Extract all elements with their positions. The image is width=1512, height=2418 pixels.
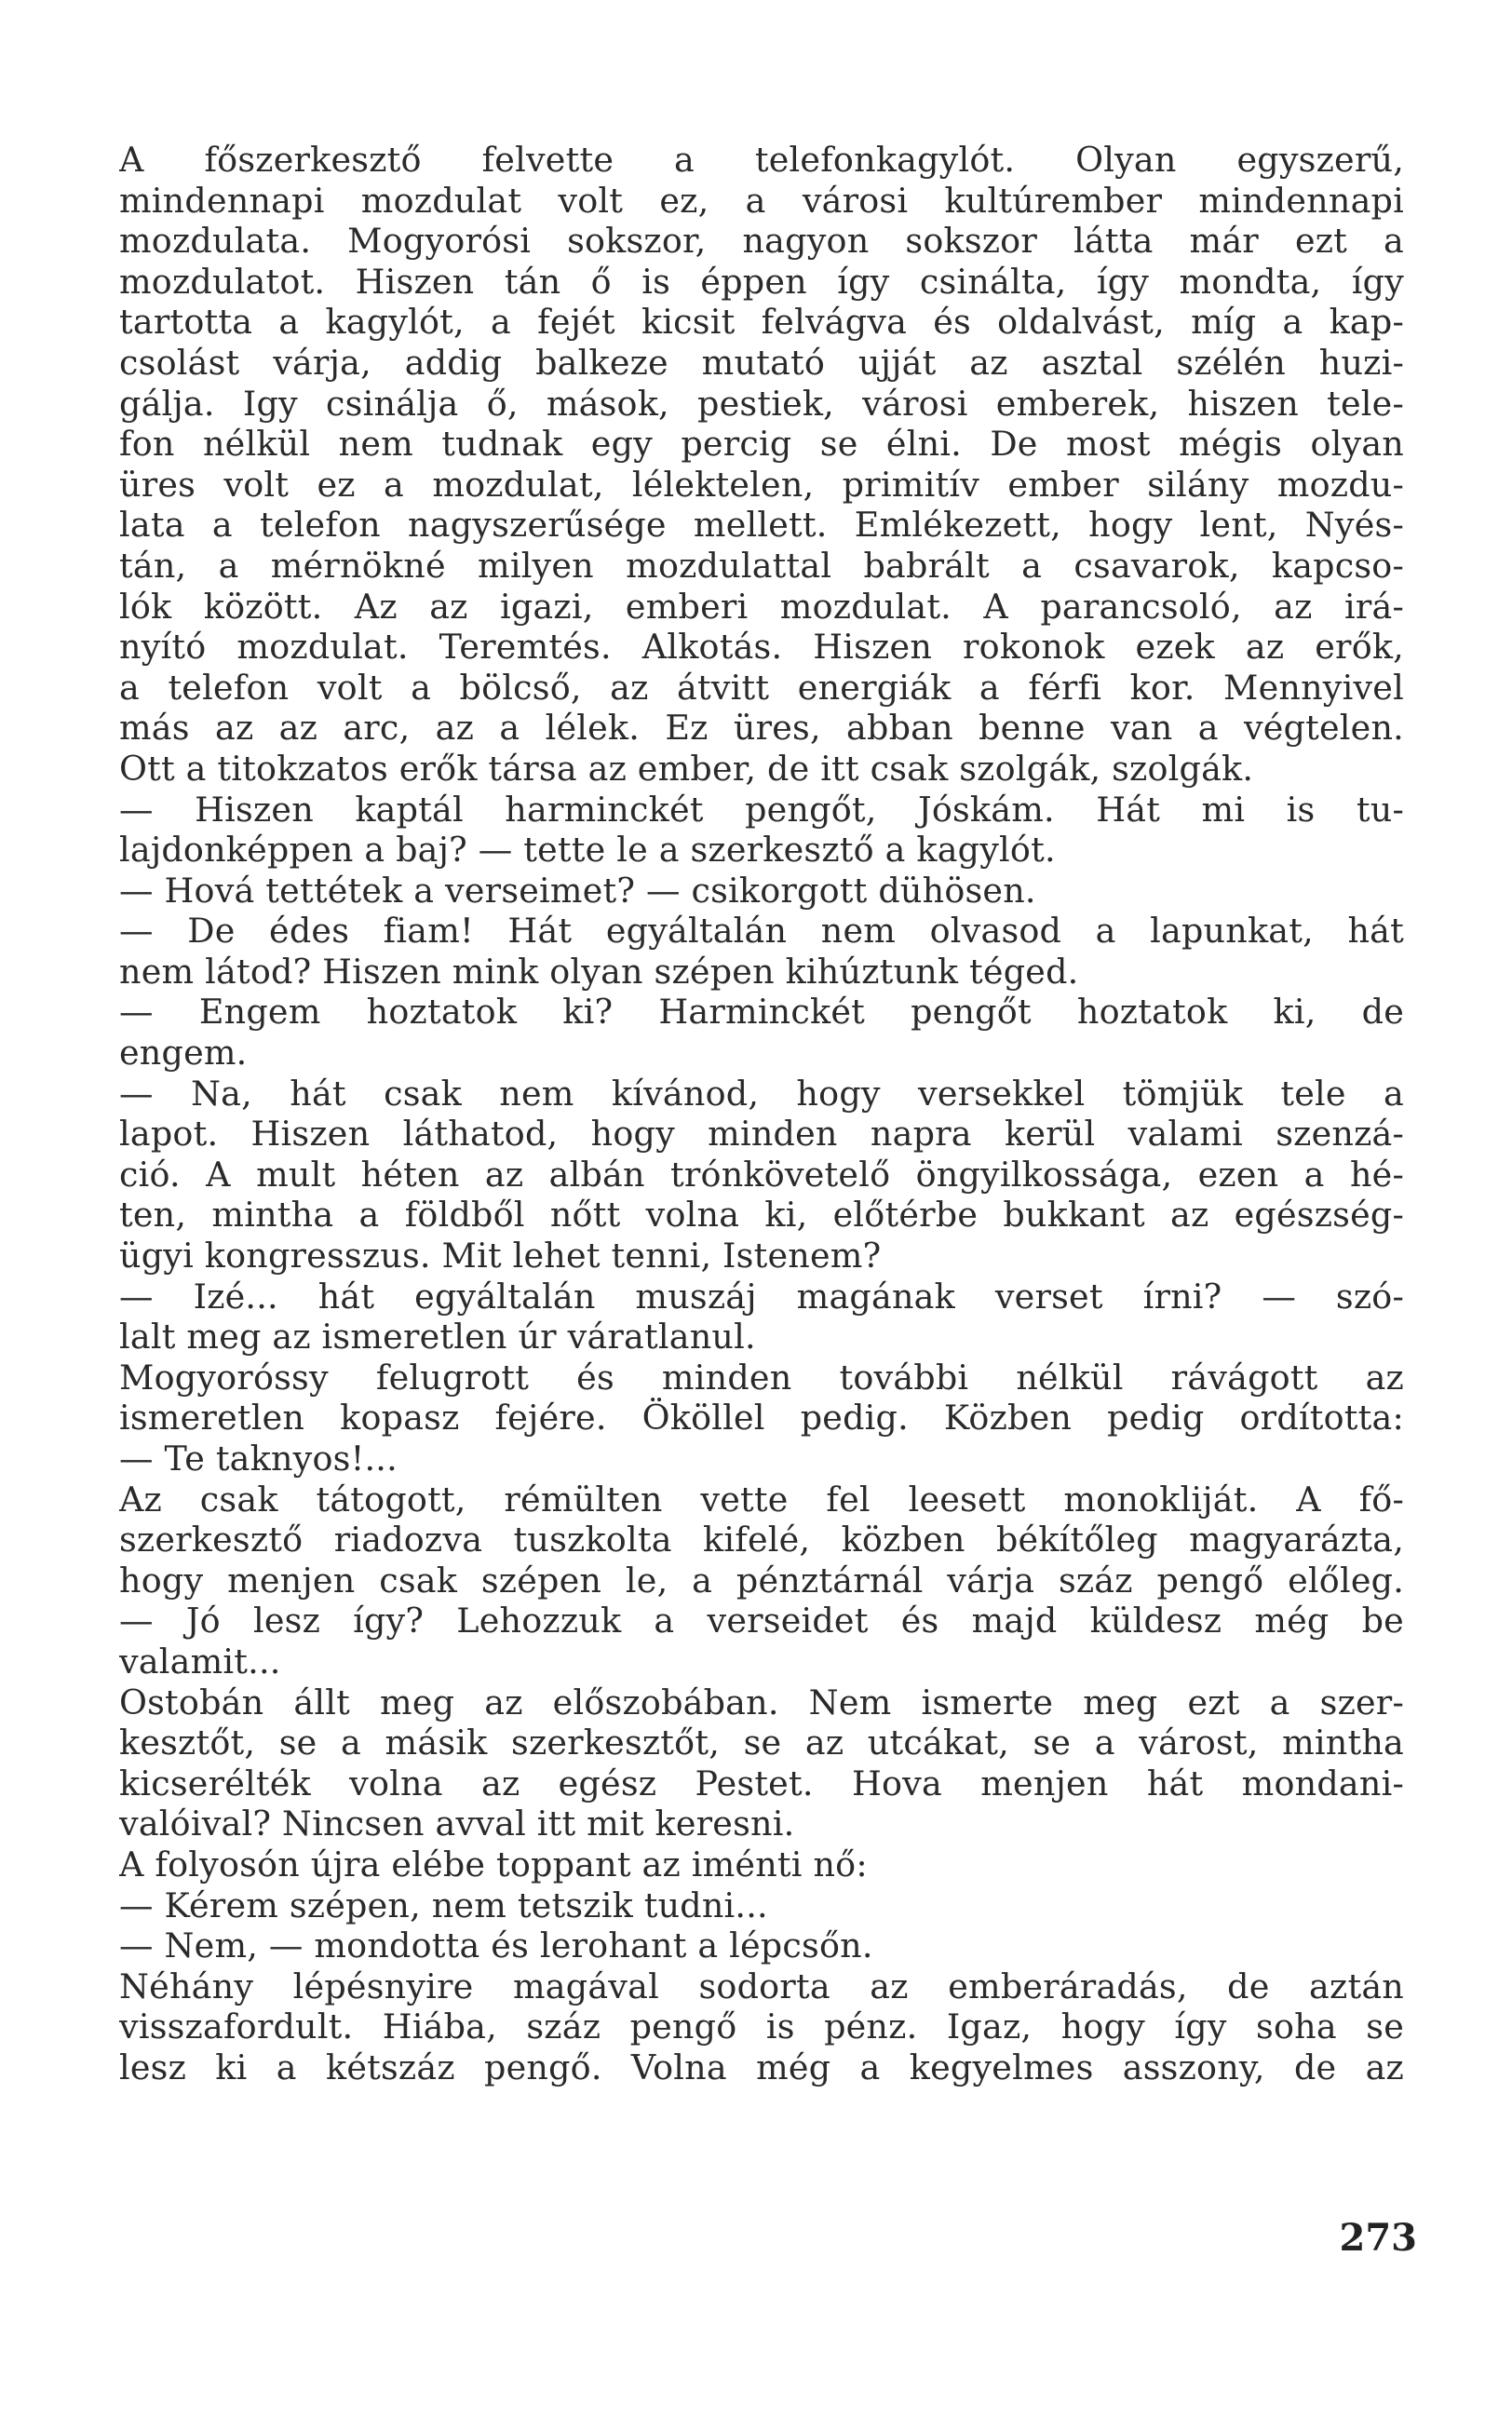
text-line: — Na, hát csak nem kívánod, hogy versekkel tömjük tele a [119, 1073, 1404, 1114]
text-line: hogy menjen csak szépen le, a pénztárnál várja száz pengő előleg. [119, 1560, 1404, 1601]
text-line: — Kérem szépen, nem tetszik tudni... [119, 1884, 768, 1925]
text-line: szerkesztő riadozva tuszkolta kifelé, közben békítőleg magyarázta, [119, 1520, 1404, 1560]
text-line: — Engem hoztatok ki? Harminckét pengőt hoztatok ki, de [119, 992, 1404, 1033]
text-line: Ott a titokzatos erők társa az ember, de itt csak szolgák, szolgák. [119, 748, 1254, 789]
text-line: A folyosón újra elébe toppant az iménti nő: [119, 1844, 868, 1884]
text-line: mozdulata. Mogyorósi sokszor, nagyon sokszor látta már ezt a [119, 221, 1404, 262]
text-line: ügyi kongresszus. Mit lehet tenni, Istenem? [119, 1236, 882, 1277]
text-line: Ostobán állt meg az előszobában. Nem ismerte meg ezt a szer- [119, 1682, 1404, 1722]
text-line: nyító mozdulat. Teremtés. Alkotás. Hiszen rokonok ezek az erők, [119, 627, 1404, 668]
text-line: engem. [119, 1033, 248, 1074]
text-line: üres volt ez a mozdulat, lélektelen, primitív ember silány mozdu- [119, 464, 1404, 505]
text-line: mozdulatot. Hiszen tán ő is éppen így csinálta, így mondta, így [119, 261, 1404, 302]
text-line: lesz ki a kétszáz pengő. Volna még a kegyelmes asszony, de az [119, 2047, 1404, 2087]
text-line: visszafordult. Hiába, száz pengő is pénz. Igaz, hogy így soha se [119, 2006, 1404, 2047]
text-line: más az az arc, az a lélek. Ez üres, abban benne van a végtelen. [119, 708, 1404, 749]
text-line: Az csak tátogott, rémülten vette fel leesett monokliját. A fő- [119, 1479, 1404, 1520]
text-line: Mogyoróssy felugrott és minden további nélkül rávágott az [119, 1357, 1404, 1398]
text-line: — Te taknyos!... [119, 1439, 398, 1479]
text-line: lajdonképpen a baj? — tette le a szerkesztő a kagylót. [119, 830, 1056, 871]
text-line: A főszerkesztő felvette a telefonkagylót. Olyan egyszerű, [119, 140, 1404, 180]
text-line: — Hiszen kaptál harminckét pengőt, Jóskám. Hát mi is tu- [119, 789, 1404, 830]
text-line: gálja. Igy csinálja ő, mások, pestiek, városi emberek, hiszen tele- [119, 383, 1404, 424]
text-line: ismeretlen kopasz fejére. Ököllel pedig. Közben pedig ordította: [119, 1398, 1404, 1439]
text-line: csolást várja, addig balkeze mutató ujját az asztal szélén huzi- [119, 342, 1404, 383]
page-number: 273 [1339, 2216, 1417, 2260]
text-line: ten, mintha a földből nőtt volna ki, előtérbe bukkant az egészség- [119, 1195, 1404, 1236]
text-line: mindennapi mozdulat volt ez, a városi kultúrember mindennapi [119, 180, 1404, 221]
text-line: tartotta a kagylót, a fejét kicsit felvágva és oldalvást, míg a kap- [119, 302, 1404, 343]
text-line: a telefon volt a bölcső, az átvitt energiák a férfi kor. Mennyivel [119, 667, 1404, 708]
text-line: — Nem, — mondotta és lerohant a lépcsőn. [119, 1925, 873, 1966]
text-line: valóival? Nincsen avval itt mit keresni. [119, 1803, 795, 1844]
text-line: lók között. Az az igazi, emberi mozdulat. A parancsoló, az irá- [119, 586, 1404, 627]
text-line: Néhány lépésnyire magával sodorta az emberáradás, de aztán [119, 1965, 1404, 2006]
text-line: kicserélték volna az egész Pestet. Hova menjen hát mondani- [119, 1763, 1404, 1803]
page-text [119, 140, 1404, 2088]
text-line: lalt meg az ismeretlen úr váratlanul. [119, 1317, 756, 1358]
text-line: — De édes fiam! Hát egyáltalán nem olvasod a lapunkat, hát [119, 911, 1404, 952]
text-line: tán, a mérnökné milyen mozdulattal babrált a csavarok, kapcso- [119, 545, 1404, 586]
text-line: lapot. Hiszen láthatod, hogy minden napra kerül valami szenzá- [119, 1114, 1404, 1155]
text-line: — Hová tettétek a verseimet? — csikorgott dühösen. [119, 870, 1036, 911]
text-line: lata a telefon nagyszerűsége mellett. Emlékezett, hogy lent, Nyés- [119, 505, 1404, 546]
text-line: — Jó lesz így? Lehozzuk a verseidet és majd küldesz még be [119, 1601, 1404, 1641]
text-line: ció. A mult héten az albán trónkövetelő öngyilkossága, ezen a hé- [119, 1154, 1404, 1195]
text-line: — Izé... hát egyáltalán muszáj magának verset írni? — szó- [119, 1276, 1404, 1317]
text-line: nem látod? Hiszen mink olyan szépen kihúztunk téged. [119, 951, 1079, 992]
text-line: kesztőt, se a másik szerkesztőt, se az utcákat, se a várost, mintha [119, 1722, 1404, 1763]
text-line: fon nélkül nem tudnak egy percig se élni. De most mégis olyan [119, 424, 1404, 465]
text-line: valamit... [119, 1641, 281, 1682]
